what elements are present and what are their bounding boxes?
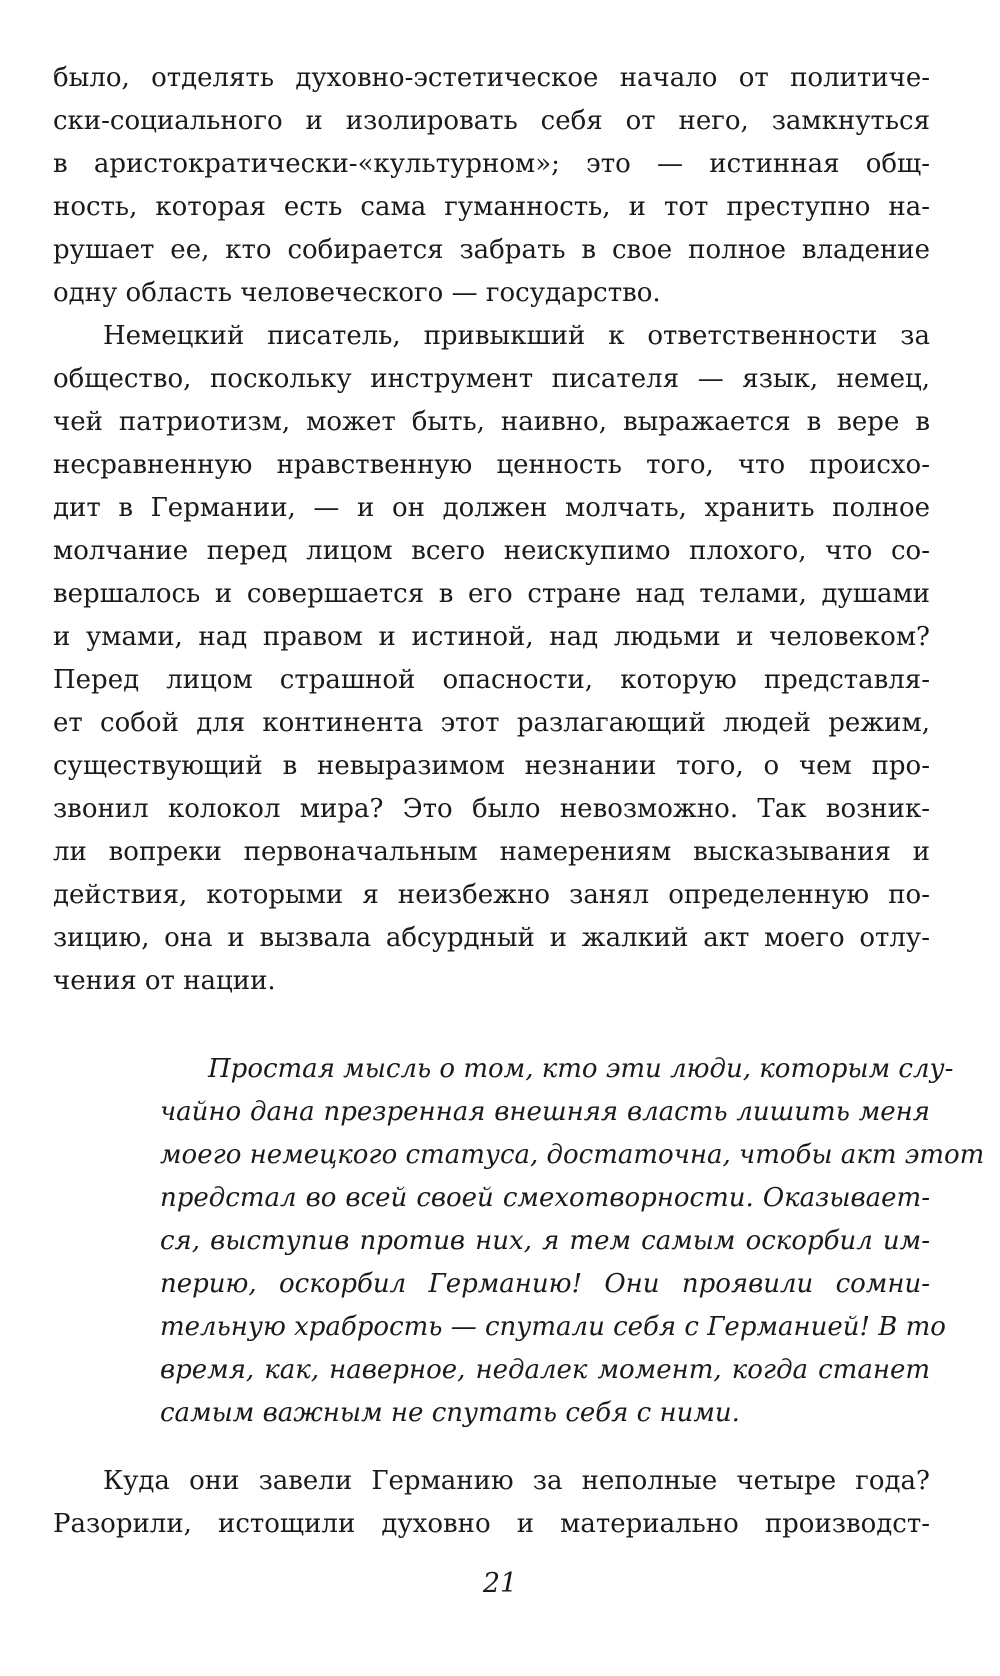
text-line: чения от нации. xyxy=(53,966,276,996)
text-line: действия, которыми я неизбежно занял определенную по- xyxy=(53,880,930,910)
text-line: чей патриотизм, может быть, наивно, выражается в вере в xyxy=(53,407,930,437)
text-line: и умами, над правом и истиной, над людьми и человеком? xyxy=(53,622,930,652)
quote-line: перию, оскорбил Германию! Они проявили сомни- xyxy=(160,1269,930,1299)
text-line: общество, поскольку инструмент писателя — язык, немец, xyxy=(53,364,930,394)
text-line: ет собой для континента этот разлагающий людей режим, xyxy=(53,708,930,738)
text-line: рушает ее, кто собирается забрать в свое полное владение xyxy=(53,235,930,265)
quote-line: предстал во всей своей смехотворности. Оказывает- xyxy=(160,1183,930,1213)
quote-line: самым важным не спутать себя с ними. xyxy=(160,1398,740,1428)
text-line: в аристократически-«культурном»; это — истинная общ- xyxy=(53,149,930,179)
text-line: одну область человеческого — государство. xyxy=(53,278,661,308)
text-line: существующий в невыразимом незнании того, о чем про- xyxy=(53,751,930,781)
quote-line: ся, выступив против них, я тем самым оскорбил им- xyxy=(160,1226,930,1256)
text-line: ность, которая есть сама гуманность, и тот преступно на- xyxy=(53,192,930,222)
text-line: Перед лицом страшной опасности, которую представля- xyxy=(53,665,930,695)
quote-line: тельную храбрость — спутали себя с Германией! В то xyxy=(160,1312,946,1342)
text-line: вершалось и совершается в его стране над телами, душами xyxy=(53,579,930,609)
quote-line: Простая мысль о том, кто эти люди, которым слу- xyxy=(208,1054,954,1084)
text-line: Немецкий писатель, привыкший к ответственности за xyxy=(103,321,930,351)
text-line: ли вопреки первоначальным намерениям высказывания и xyxy=(53,837,930,867)
text-line: зицию, она и вызвала абсурдный и жалкий акт моего отлу- xyxy=(53,923,930,953)
text-line: молчание перед лицом всего неискупимо плохого, что со- xyxy=(53,536,930,566)
text-line: дит в Германии, — и он должен молчать, хранить полное xyxy=(53,493,930,523)
text-line: Куда они завели Германию за неполные четыре года? xyxy=(103,1466,930,1496)
quote-line: моего немецкого статуса, достаточна, чтобы акт этот xyxy=(160,1140,985,1170)
text-line: было, отделять духовно-эстетическое начало от политиче- xyxy=(53,63,930,93)
text-line: Разорили, истощили духовно и материально производст- xyxy=(53,1509,930,1539)
page-number: 21 xyxy=(482,1568,518,1599)
text-line: звонил колокол мира? Это было невозможно. Так возник- xyxy=(53,794,930,824)
text-line: несравненную нравственную ценность того, что происхо- xyxy=(53,450,930,480)
quote-line: время, как, наверное, недалек момент, когда станет xyxy=(160,1355,930,1385)
text-line: ски-социального и изолировать себя от него, замкнуться xyxy=(53,106,930,136)
quote-line: чайно дана презренная внешняя власть лишить меня xyxy=(160,1097,930,1127)
